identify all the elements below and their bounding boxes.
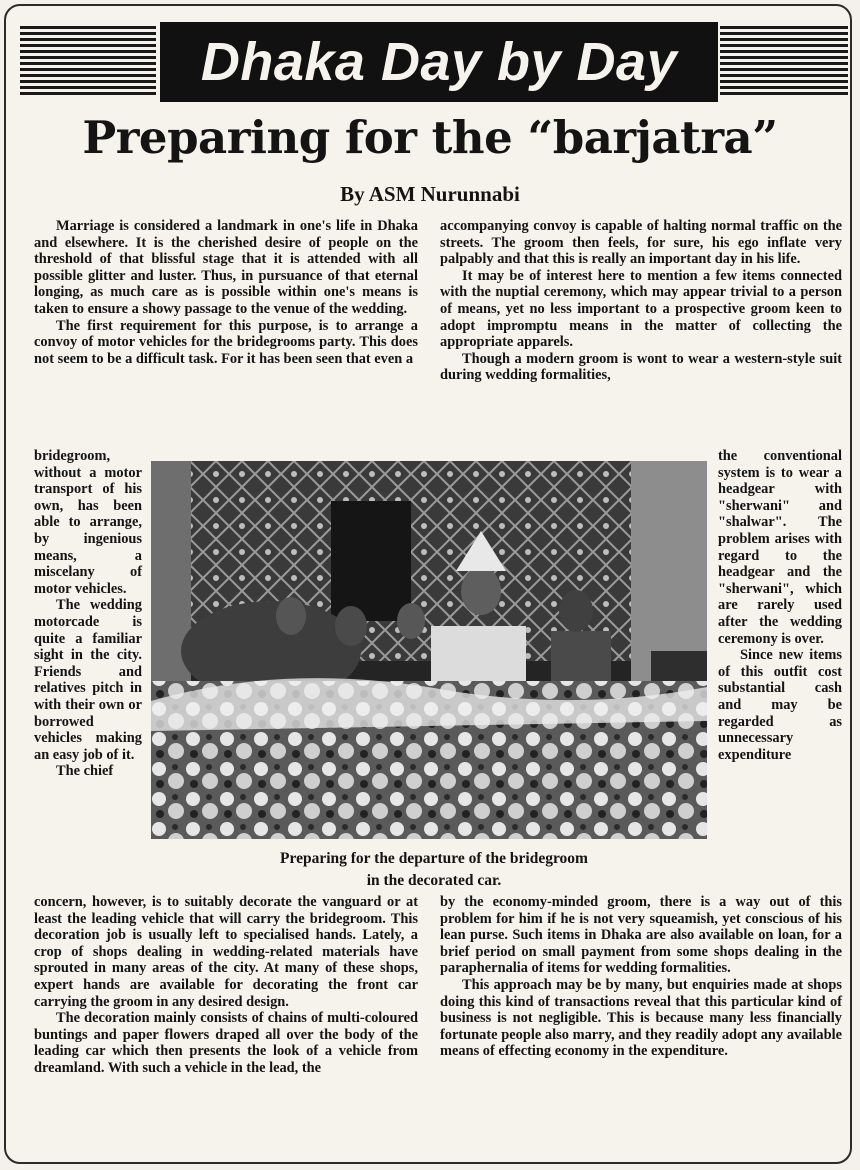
paragraph: This approach may be by many, but enquiries made at shops doing this kind of transactions reveal that this particular kind of business is not negligible. This is because many less financially fortunate people also marry, and they readily adopt any available means of effecting economy in the expenditure. — [440, 976, 842, 1060]
paragraph: the conventional system is to wear a headgear with "sherwani" and "shalwar". The problem arises with regard to the headgear and the "sherwani", which are rarely used after the wedding ceremony is over. — [718, 448, 842, 647]
photo-image — [151, 461, 707, 839]
paragraph: Since new items of this outfit cost substantial cash and may be regarded as unnecessary expenditure — [718, 647, 842, 763]
paragraph: accompanying convoy is capable of halting normal traffic on the streets. The groom then feels, for sure, his ego inflate very palpably and that this is really an important day in his life. — [440, 218, 842, 268]
column-1-bottom — [34, 894, 418, 1077]
paragraph: bridegroom, without a motor transport of his own, has been able to arrange, by ingenious means, a miscelany of motor vehicles. — [34, 448, 142, 597]
paragraph: The chief — [56, 763, 114, 780]
banner-stripes-left — [20, 26, 156, 98]
article-headline: Preparing for the “barjatra” — [82, 111, 778, 164]
article-byline: By ASM Nurunnabi — [340, 182, 520, 206]
column-banner — [20, 18, 848, 106]
newspaper-clipping — [4, 4, 852, 1164]
caption-line: Preparing for the departure of the bridegroom — [280, 850, 588, 867]
column-title: Dhaka Day by Day — [160, 22, 718, 102]
paragraph: The wedding motorcade is quite a familiar sight in the city. Friends and relatives pitch in with their own or borrowed vehicles making an easy job of it. — [34, 597, 142, 763]
paragraph: by the economy-minded groom, there is a way out of this problem for him if he is not very squeamish, yet conscious of his lean purse. Such items in Dhaka are also available on loan, for a brief period on small payment from some shops dealing in the paraphernalia of items for wedding formalities. — [440, 894, 842, 977]
column-2-bottom — [440, 894, 842, 1060]
paragraph: It may be of interest here to mention a few items connected with the nuptial ceremony, which may appear trivial to a person of means, yet no less important to a prospective groom keen to adopt impromptu means in the matter of collecting the appropriate apparels. — [440, 267, 842, 351]
wedding-photo — [151, 461, 707, 839]
paragraph: concern, however, is to suitably decorate the vanguard or at least the leading vehicle that will carry the bridegroom. This decoration job is usually left to specialised hands. Lately, a crop of shops dealing in wedding-related materials have sprouted in many areas of the city. At many of these shops, expert hands are available for decorating the front car carrying the groom in any desired design. — [34, 894, 418, 1010]
paragraph: Though a modern groom is wont to wear a western-style suit during wedding formalities, — [440, 350, 842, 384]
caption-line: in the decorated car. — [366, 872, 502, 889]
paragraph: Marriage is considered a landmark in one's life in Dhaka and elsewhere. It is the cherished desire of people on the threshold of that blissful stage that it is attended with all possible glitter and luster. Thus, in pursuance of that eternal longing, as much care as is possible within one's means is taken to ensure a showy passage to the venue of the wedding. — [34, 218, 418, 317]
column-2-top — [440, 218, 842, 384]
paragraph: The first requirement for this purpose, is to arrange a convoy of motor vehicles for the bridegrooms party. This does not seem to be a difficult task. For it has been seen that even a — [34, 317, 418, 367]
column-1-top — [34, 218, 418, 367]
paragraph: The decoration mainly consists of chains of multi-coloured buntings and paper flowers draped all over the body of the leading car which then presents the look of a vehicle from dreamland. With such a vehicle in the lead, the — [34, 1010, 418, 1076]
column-2-narrow — [718, 448, 842, 763]
column-1-narrow — [34, 448, 142, 780]
banner-stripes-right — [720, 26, 848, 98]
photo-caption — [184, 848, 684, 892]
